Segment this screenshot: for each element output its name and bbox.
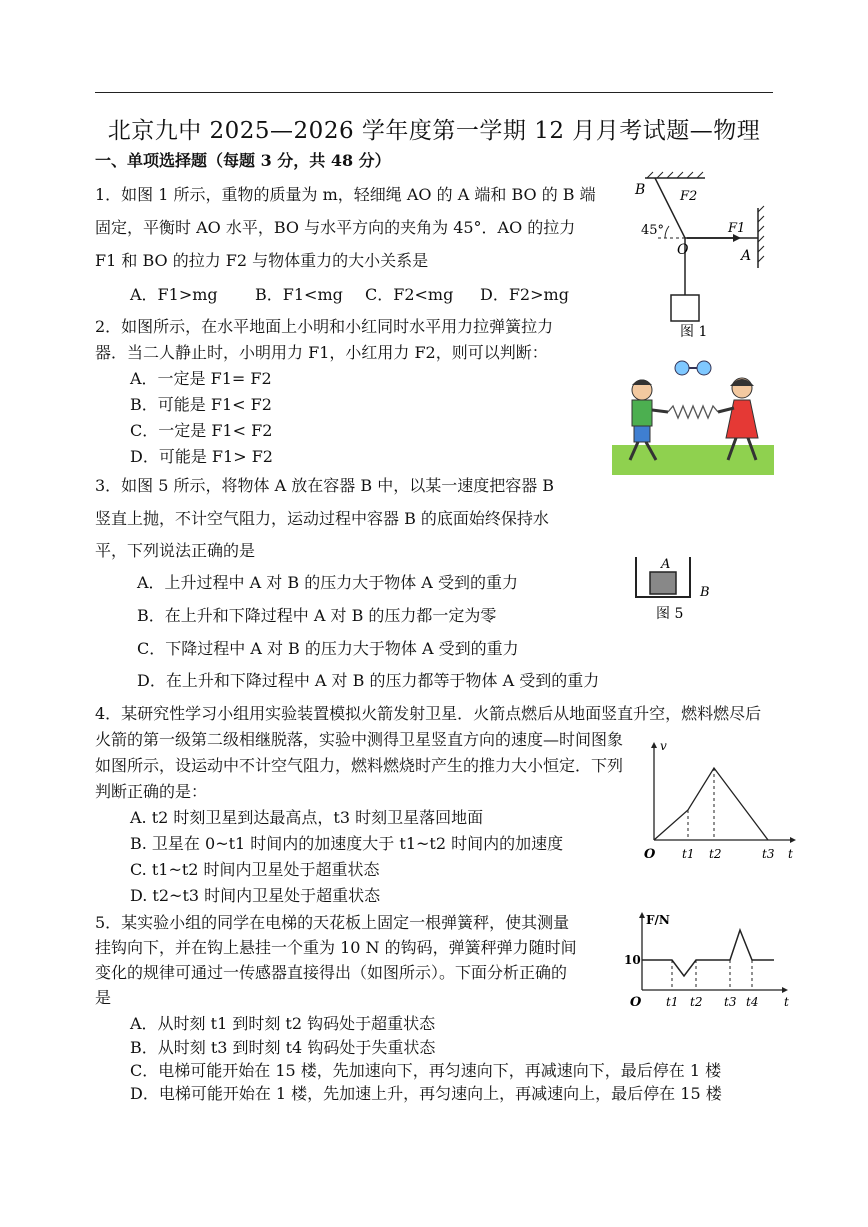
- figure-1-rope-diagram: [625, 170, 775, 340]
- q1-option-d: D．F2>mg: [480, 285, 569, 304]
- q1-option-c: C．F2<mg: [365, 285, 454, 304]
- q5-line-2: 挂钩向下，并在钩上悬挂一个重为 10 N 的钩码，弹簧秤弹力随时间: [95, 938, 577, 957]
- q4-graph-t3: t3: [762, 847, 775, 861]
- fig1-caption: 图 1: [680, 324, 708, 340]
- q2-option-b: B．可能是 F1< F2: [130, 395, 272, 414]
- q3-option-b: B．在上升和下降过程中 A 对 B 的压力都一定为零: [137, 606, 497, 625]
- q3-option-a: A．上升过程中 A 对 B 的压力大于物体 A 受到的重力: [137, 573, 518, 592]
- q5-line-1: 5．某实验小组的同学在电梯的天花板上固定一根弹簧秤，使其测量: [95, 913, 570, 932]
- q4-line-2: 火箭的第一级第二级相继脱落，实验中测得卫星竖直方向的速度—时间图象: [95, 730, 624, 749]
- q1-option-b: B．F1<mg: [255, 285, 343, 304]
- q3-option-c: C．下降过程中 A 对 B 的压力大于物体 A 受到的重力: [137, 639, 519, 658]
- q4-velocity-time-graph: [640, 740, 800, 870]
- q5-graph-t4: t4: [746, 995, 759, 1009]
- q3-line-3: 平，下列说法正确的是: [95, 541, 256, 560]
- q5-graph-t3: t3: [724, 995, 737, 1009]
- q3-line-2: 竖直上抛，不计空气阻力，运动过程中容器 B 的底面始终保持水: [95, 509, 549, 528]
- q4-graph-xlabel: t: [788, 847, 793, 861]
- q5-graph-t2: t2: [690, 995, 703, 1009]
- fig5-caption: 图 5: [656, 606, 684, 622]
- tug-spring-illustration: [612, 350, 774, 475]
- q4-graph-t1: t1: [682, 847, 695, 861]
- q5-graph-ylabel: F/N: [646, 913, 670, 927]
- q2-option-c: C．一定是 F1< F2: [130, 421, 273, 440]
- q5-graph-t1: t1: [666, 995, 679, 1009]
- fig1-label-b: B: [635, 182, 646, 198]
- section-heading: 一、单项选择题（每题 3 分，共 48 分）: [95, 151, 391, 170]
- q5-line-4: 是: [95, 988, 112, 1007]
- q4-graph-t2: t2: [709, 847, 722, 861]
- q2-line-1: 2．如图所示，在水平地面上小明和小红同时水平用力拉弹簧拉力: [95, 317, 554, 336]
- fig1-label-a: A: [741, 248, 752, 264]
- q4-line-1: 4．某研究性学习小组用实验装置模拟火箭发射卫星．火箭点燃后从地面竖直升空，燃料燃尽后: [95, 704, 762, 723]
- q5-graph-origin: O: [630, 995, 642, 1010]
- fig1-label-o: O: [677, 242, 689, 258]
- fig1-label-f2: F2: [680, 189, 698, 204]
- q5-option-d: D．电梯可能开始在 1 楼，先加速上升，再匀速向上，再减速向上，最后停在 15 楼: [130, 1084, 722, 1103]
- fig5-label-a: A: [661, 557, 671, 572]
- q3-line-1: 3．如图 5 所示，将物体 A 放在容器 B 中，以某一速度把容器 B: [95, 476, 555, 495]
- q2-option-d: D．可能是 F1> F2: [130, 447, 273, 466]
- q4-option-a: A. t2 时刻卫星到达最高点，t3 时刻卫星落回地面: [130, 808, 484, 827]
- page-title: 北京九中 2025—2026 学年度第一学期 12 月月考试题—物理: [107, 118, 761, 144]
- fig1-label-f1: F1: [728, 221, 746, 236]
- q5-option-a: A．从时刻 t1 到时刻 t2 钩码处于超重状态: [130, 1014, 436, 1033]
- q4-option-b: B. 卫星在 0~t1 时间内的加速度大于 t1~t2 时间内的加速度: [130, 834, 564, 853]
- q5-option-c: C．电梯可能开始在 15 楼，先加速向下，再匀速向下，再减速向下，最后停在 1 楼: [130, 1061, 722, 1080]
- q2-line-2: 器．当二人静止时，小明用力 F1，小红用力 F2，则可以判断：: [95, 343, 548, 362]
- q4-line-4: 判断正确的是：: [95, 782, 208, 801]
- q1-line-2: 固定，平衡时 AO 水平，BO 与水平方向的夹角为 45°．AO 的拉力: [95, 218, 576, 237]
- fig5-label-b: B: [700, 585, 710, 600]
- q4-line-3: 如图所示，设运动中不计空气阻力，燃料燃烧时产生的推力大小恒定．下列: [95, 756, 624, 775]
- q3-option-d: D．在上升和下降过程中 A 对 B 的压力都等于物体 A 受到的重力: [137, 671, 600, 690]
- figure-5-container: [628, 552, 718, 627]
- fig1-label-angle: 45°: [641, 223, 665, 238]
- q4-graph-ylabel: v: [660, 740, 667, 753]
- top-rule: [95, 92, 773, 93]
- q5-graph-xlabel: t: [784, 995, 789, 1009]
- q4-graph-origin: O: [644, 847, 656, 862]
- q5-graph-y10: 10: [624, 953, 641, 967]
- q5-option-b: B．从时刻 t3 到时刻 t4 钩码处于失重状态: [130, 1038, 436, 1057]
- q4-option-c: C. t1~t2 时间内卫星处于超重状态: [130, 860, 380, 879]
- q5-line-3: 变化的规律可通过一传感器直接得出（如图所示）。下面分析正确的: [95, 963, 568, 982]
- q4-option-d: D. t2~t3 时间内卫星处于超重状态: [130, 886, 381, 905]
- q5-force-time-graph: [622, 910, 792, 1010]
- q1-line-1: 1．如图 1 所示，重物的质量为 m，轻细绳 AO 的 A 端和 BO 的 B 端: [95, 185, 596, 204]
- q1-option-a: A．F1>mg: [130, 285, 218, 304]
- q1-line-3: F1 和 BO 的拉力 F2 与物体重力的大小关系是: [95, 251, 429, 270]
- q2-option-a: A．一定是 F1= F2: [130, 369, 272, 388]
